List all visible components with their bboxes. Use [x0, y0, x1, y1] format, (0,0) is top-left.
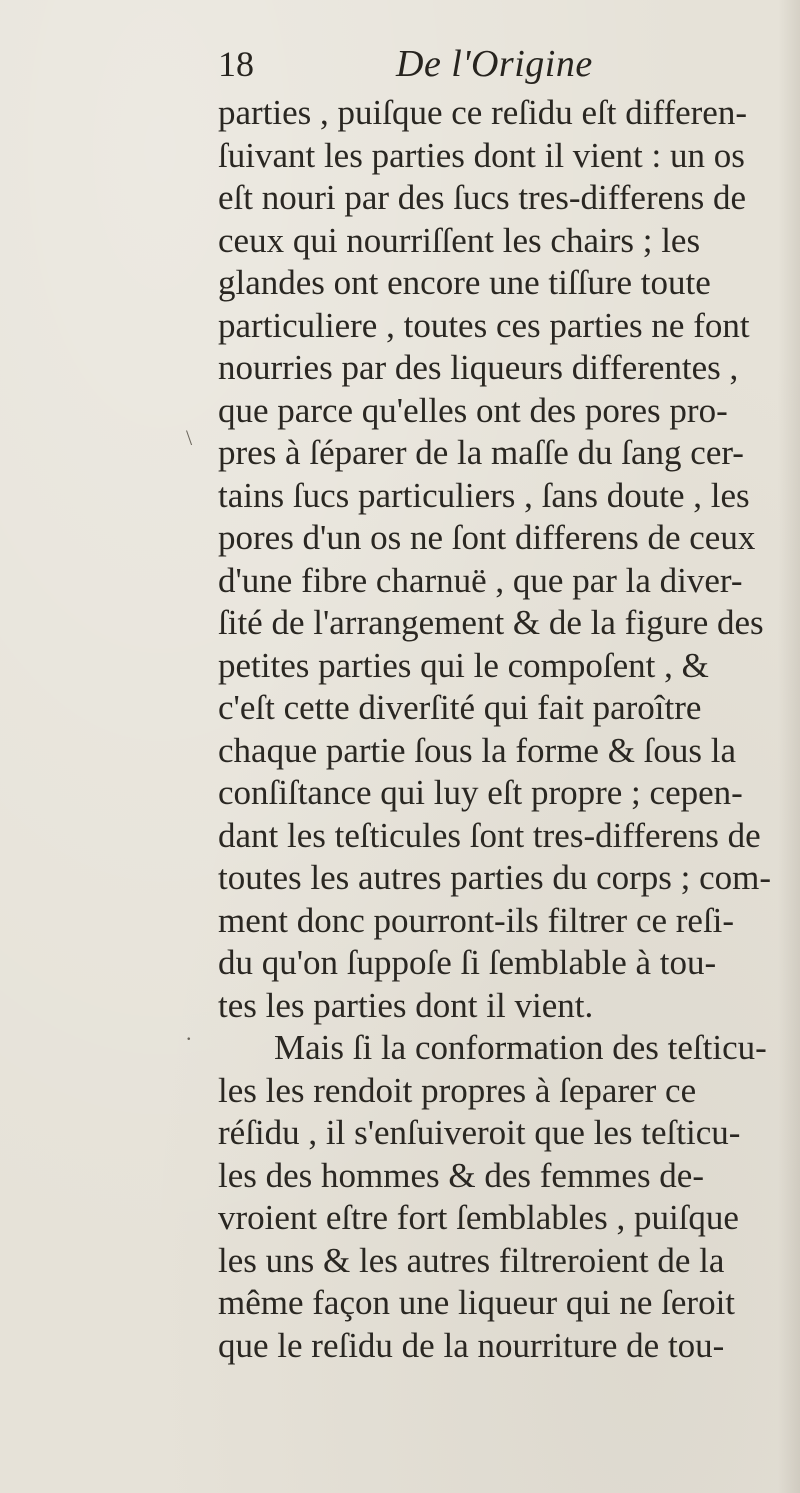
text-line: Mais ſi la conformation des teſticu- — [274, 1028, 767, 1067]
page-number: 18 — [218, 44, 254, 84]
text-line: ſuivant les parties dont il vient : un os — [218, 135, 745, 175]
text-line: glandes ont encore une tiſſure toute — [218, 263, 711, 302]
text-line: toutes les autres parties du corps ; com- — [218, 858, 772, 897]
text-line: pres à ſéparer de la maſſe du ſang cer- — [218, 433, 744, 472]
text-line: tains ſucs particuliers , ſans doute , les — [218, 475, 750, 515]
text-line: que parce qu'elles ont des pores pro- — [218, 390, 728, 430]
text-line: d'une fibre charnuë , que par la diver- — [218, 560, 743, 600]
text-line: même façon une liqueur qui ne ſeroit — [218, 1283, 736, 1322]
text-line: les uns & les autres filtreroient de la — [218, 1240, 725, 1280]
text-line: c'eſt cette diverſité qui fait paroître — [218, 688, 702, 727]
running-title: De l'Origine — [396, 43, 593, 85]
text-line: les des hommes & des femmes de- — [218, 1155, 705, 1195]
text-line: ment donc pourront-ils filtrer ce reſi- — [218, 900, 735, 940]
text-line: que le reſidu de la nourriture de tou- — [218, 1325, 725, 1365]
text-line: pores d'un os ne ſont differens de ceux — [218, 518, 756, 557]
text-line: particuliere , toutes ces parties ne font — [218, 305, 750, 345]
text-line: ceux qui nourriſſent les chairs ; les — [218, 220, 701, 260]
text-line: réſidu , il s'enſuiveroit que les teſticu- — [218, 1113, 741, 1152]
text-line: chaque partie ſous la forme & ſous la — [218, 730, 737, 770]
text-line: vroient eſtre fort ſemblables , puiſque — [218, 1198, 739, 1237]
text-line: du qu'on ſuppoſe ſi ſemblable à tou- — [218, 943, 717, 982]
text-line: ſité de l'arrangement & de la figure des — [218, 603, 764, 642]
text-line: eſt nouri par des ſucs tres-differens de — [218, 178, 747, 217]
text-line: nourries par des liqueurs differentes , — [218, 348, 739, 387]
text-line: les les rendoit propres à ſeparer ce — [218, 1070, 697, 1110]
text-line: parties , puiſque ce reſidu eſt differen‐ — [218, 93, 747, 132]
body-text — [218, 92, 778, 1367]
margin-mark: . — [186, 1020, 192, 1045]
text-line: petites parties qui le compoſent , & — [218, 645, 709, 685]
page-edge-shadow — [778, 0, 800, 1493]
text-line: conſiſtance qui luy eſt propre ; cepen- — [218, 773, 743, 812]
text-line: tes les parties dont il vient. — [218, 985, 594, 1025]
page-header — [218, 42, 778, 92]
margin-mark: \ — [186, 425, 193, 450]
text-line: dant les teſticules ſont tres-differens de — [218, 815, 761, 855]
